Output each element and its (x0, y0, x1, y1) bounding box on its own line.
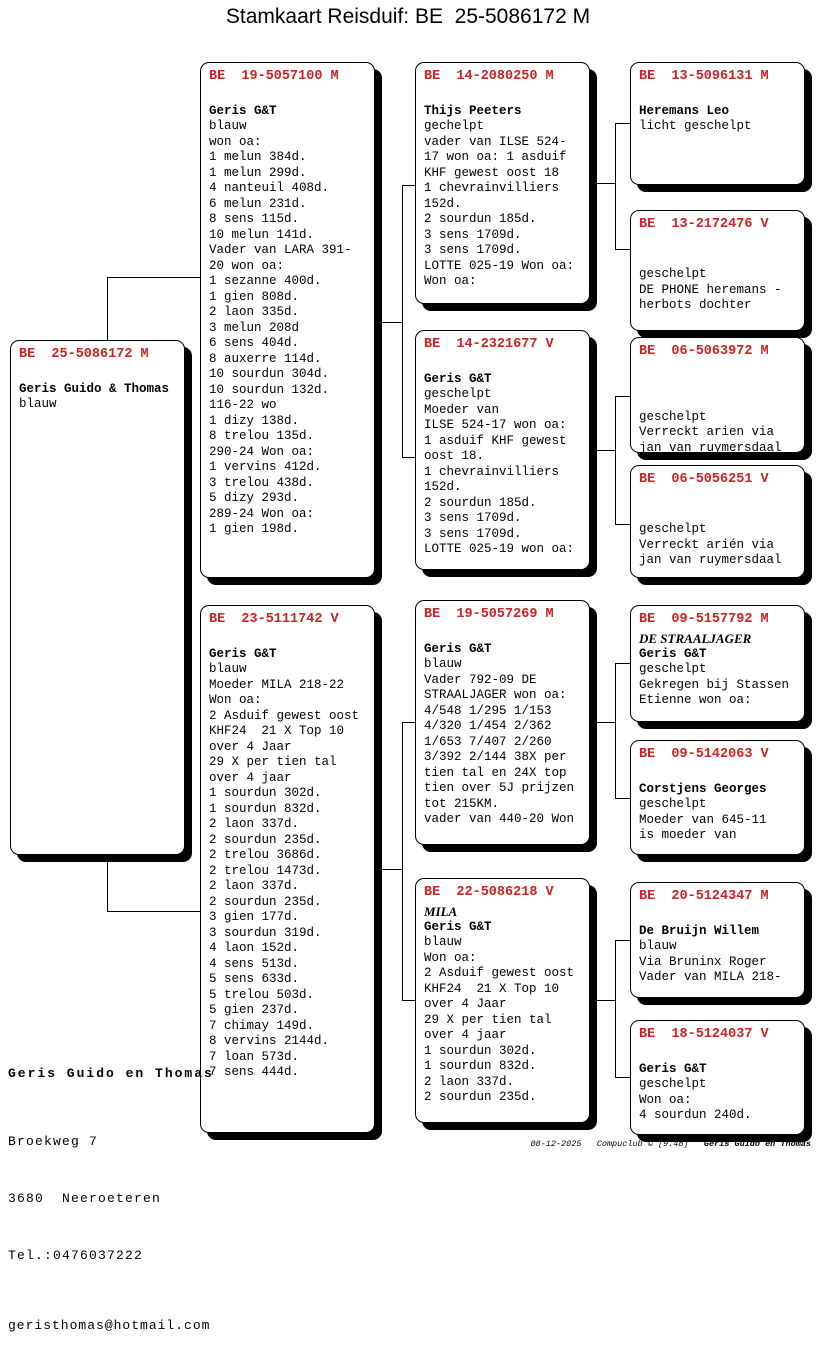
pedigree-box-mother (200, 605, 375, 1133)
pedigree-line: 2 sourdun 235d. (209, 832, 322, 847)
connector-line (591, 722, 615, 723)
pedigree-box-great-grandparent-8 (630, 1020, 805, 1135)
ring-number: BE 13-5096131 M (639, 69, 769, 84)
pedigree-line: 5 dizy 293d. (209, 491, 300, 505)
connector-line (402, 722, 415, 723)
pedigree-line: 29 X per tien tal (209, 755, 337, 769)
pedigree-line: 10 sourdun 304d. (209, 367, 330, 381)
pedigree-box-maternal-grandfather (415, 600, 590, 845)
pedigree-line: 3 sens 1709d. (424, 511, 522, 525)
connector-line (402, 457, 415, 458)
pedigree-line: 2 trelou 3686d. (209, 848, 322, 862)
pedigree-line: 1 vervins 412d. (209, 460, 322, 474)
pedigree-line: 4 laon 152d. (209, 941, 300, 955)
pedigree-line (639, 252, 801, 268)
pedigree-line (639, 88, 801, 104)
pedigree-line: 4/320 1/454 2/362 (424, 719, 552, 733)
pedigree-line: 1 sezanne 400d. (209, 274, 322, 288)
pedigree-line: 1 chevrainvilliers (424, 464, 560, 479)
pedigree-line: MILA (424, 904, 458, 919)
owner-email: geristhomas@hotmail.com (8, 1318, 211, 1333)
pedigree-line (424, 626, 586, 642)
pedigree-line: 116-22 wo (209, 398, 277, 412)
connector-line (615, 940, 630, 941)
box-lines (424, 904, 586, 1106)
pedigree-line: 2 sourdun 235d. (424, 1090, 537, 1104)
pedigree-line: Verreckt arien via (639, 425, 775, 439)
pedigree-line: herbots dochter (639, 298, 752, 312)
pedigree-line: 7 chimay 149d. (209, 1018, 315, 1033)
box-lines (639, 766, 801, 844)
pedigree-line: 1 asduif KHF gewest (424, 433, 567, 448)
pedigree-line: blauw (209, 119, 247, 133)
pedigree-line (639, 908, 801, 924)
ring-number: BE 19-5057100 M (209, 69, 339, 84)
pedigree-line: geschelpt (639, 522, 707, 536)
box-lines (639, 631, 801, 709)
pedigree-line: tien over 5J prijzen (424, 781, 575, 795)
pedigree-line: 1 sourdun 302d. (424, 1043, 537, 1058)
pedigree-line: Heremans Leo (639, 103, 730, 118)
footer-date-software: 08-12-2025 Compuclub © [9.48] (530, 1139, 704, 1149)
pedigree-line: 3 sens 1709d. (424, 227, 522, 242)
pedigree-box-great-grandparent-4 (630, 465, 805, 578)
box-lines (639, 236, 801, 314)
pedigree-line: 152d. (424, 480, 462, 494)
pedigree-line: 8 trelou 135d. (209, 429, 315, 443)
pedigree-line: Vader van LARA 391- (209, 243, 352, 257)
footer (530, 1139, 811, 1149)
connector-line (615, 1077, 630, 1078)
connector-line (615, 663, 630, 664)
pedigree-line (639, 507, 801, 523)
pedigree-line: Vader 792-09 DE (424, 672, 537, 687)
pedigree-line: 4 sens 513d. (209, 956, 300, 971)
pedigree-box-father (200, 62, 375, 578)
connector-line (615, 249, 630, 250)
box-lines (209, 88, 371, 538)
pedigree-line: 2 trelou 1473d. (209, 863, 322, 878)
pedigree-box-paternal-grandfather (415, 62, 590, 304)
connector-line (615, 663, 616, 799)
pedigree-line: Corstjens Georges (639, 781, 767, 796)
box-lines (424, 626, 586, 828)
pedigree-line: blauw (424, 935, 462, 949)
pedigree-line: Won oa: (424, 274, 477, 288)
pedigree-line (639, 379, 801, 395)
pedigree-box-great-grandparent-7 (630, 882, 805, 998)
pedigree-line: licht geschelpt (639, 119, 752, 133)
box-lines (639, 1046, 801, 1124)
pedigree-line: 2 laon 337d. (424, 1074, 515, 1089)
connector-line (615, 396, 630, 397)
pedigree-line: 2 laon 335d. (209, 305, 300, 319)
pedigree-line: won oa: (209, 134, 262, 149)
pedigree-line: 7 loan 573d. (209, 1049, 300, 1064)
pedigree-line: geschelpt (639, 1077, 707, 1091)
connector-line (107, 277, 108, 340)
pedigree-line: Geris G&T (639, 646, 707, 661)
connector-line (615, 396, 616, 525)
connector-line (376, 869, 402, 870)
pedigree-line: 1 melun 384d. (209, 150, 307, 164)
pedigree-line: geschelpt (424, 387, 492, 401)
pedigree-line: Geris G&T (209, 103, 277, 118)
connector-line (402, 185, 403, 458)
pedigree-line: over 4 jaar (209, 770, 292, 785)
pedigree-line: Vader van MILA 218- (639, 970, 782, 984)
pedigree-line: geschelpt (639, 662, 707, 676)
pedigree-line: blauw (424, 657, 462, 671)
pedigree-line: over 4 Jaar (209, 739, 292, 754)
connector-line (402, 1000, 415, 1001)
pedigree-line: 29 X per tien tal (424, 1012, 552, 1027)
connector-line (376, 322, 402, 323)
owner-name: Geris Guido en Thomas (8, 1066, 214, 1081)
pedigree-line: 289-24 Won oa: (209, 506, 315, 521)
pedigree-line: 3 sens 1709d. (424, 526, 522, 541)
pedigree-box-paternal-grandmother (415, 330, 590, 570)
pedigree-line: jan van ruymersdaal (639, 553, 782, 567)
pedigree-line: 3 sourdun 319d. (209, 925, 322, 940)
box-lines (424, 88, 586, 290)
pedigree-box-great-grandparent-6 (630, 740, 805, 855)
connector-line (615, 123, 630, 124)
ring-number: BE 25-5086172 M (19, 347, 149, 362)
pedigree-line: 1/653 7/407 2/260 (424, 734, 552, 749)
pedigree-line: 2 sourdun 185d. (424, 212, 537, 226)
pedigree-line (639, 236, 801, 252)
pedigree-line: 3/392 2/144 38X per (424, 750, 567, 764)
pedigree-line: blauw (639, 939, 677, 953)
pedigree-line: 8 vervins 2144d. (209, 1034, 330, 1048)
pedigree-line: 6 sens 404d. (209, 336, 300, 350)
pedigree-box-maternal-grandmother (415, 878, 590, 1123)
pedigree-line: 20 won oa: (209, 258, 285, 273)
connector-line (107, 911, 200, 912)
pedigree-line: blauw (19, 397, 57, 411)
pedigree-line: 5 gien 237d. (209, 1003, 300, 1017)
pedigree-line: LOTTE 025-19 Won oa: (424, 258, 575, 273)
pedigree-line: jan van ruymersdaal (639, 440, 782, 455)
pedigree-line (639, 491, 801, 507)
ring-number: BE 22-5086218 V (424, 885, 554, 900)
pedigree-line: Moeder van (424, 402, 500, 417)
pedigree-line: tien tal en 24X top (424, 765, 567, 780)
pedigree-line: LOTTE 025-19 won oa: (424, 542, 575, 556)
owner-city: 3680 Neeroeteren (8, 1191, 162, 1206)
pedigree-line: 2 laon 337d. (209, 817, 300, 831)
pedigree-line: Won oa: (209, 693, 262, 707)
pedigree-line: Geris G&T (424, 919, 492, 934)
footer-owner-name: Geris Guido en Thomas (703, 1139, 811, 1149)
box-lines (19, 366, 181, 413)
ring-number: BE 14-2321677 V (424, 337, 554, 352)
connector-line (107, 856, 108, 912)
pedigree-line: 4/548 1/295 1/153 (424, 703, 552, 718)
box-lines (639, 491, 801, 569)
pedigree-line: over 4 Jaar (424, 997, 507, 1011)
page-title: Stamkaart Reisduif: BE 25-5086172 M (225, 5, 591, 28)
pedigree-line (209, 631, 371, 647)
pedigree-line: 2 sourdun 235d. (209, 894, 322, 909)
pedigree-box-great-grandparent-3 (630, 337, 805, 453)
pedigree-box-subject (10, 340, 185, 855)
pedigree-line: 6 melun 231d. (209, 196, 307, 211)
connector-line (615, 123, 616, 250)
owner-street: Broekweg 7 (8, 1134, 99, 1149)
pedigree-line: 10 melun 141d. (209, 227, 315, 242)
pedigree-line: 8 sens 115d. (209, 212, 300, 226)
pedigree-line: 4 nanteuil 408d. (209, 181, 330, 195)
connector-line (402, 722, 403, 1001)
pedigree-line: Geris G&T (424, 371, 492, 386)
pedigree-line: 1 melun 299d. (209, 165, 307, 180)
pedigree-line: 7 sens 444d. (209, 1065, 300, 1079)
box-lines (639, 908, 801, 986)
box-lines (639, 363, 801, 456)
connector-line (107, 277, 200, 278)
box-lines (424, 356, 586, 558)
pedigree-line: gechelpt (424, 119, 485, 133)
owner-info (8, 1030, 214, 1351)
ring-number: BE 09-5157792 M (639, 612, 769, 627)
owner-phone: Tel.:0476037222 (8, 1248, 144, 1263)
ring-number: BE 09-5142063 V (639, 747, 769, 762)
connector-line (591, 183, 615, 184)
pedigree-line: is moeder van (639, 828, 737, 842)
ring-number: BE 06-5063972 M (639, 344, 769, 359)
ring-number: BE 19-5057269 M (424, 607, 554, 622)
pedigree-line: Won oa: (639, 1092, 692, 1107)
pedigree-line: DE STRAALJAGER (639, 631, 752, 646)
pedigree-box-great-grandparent-2 (630, 210, 805, 331)
box-lines (639, 88, 801, 135)
pedigree-line: oost 18. (424, 449, 485, 463)
pedigree-line: Verreckt arién via (639, 537, 775, 552)
pedigree-line: 3 gien 177d. (209, 910, 300, 924)
pedigree-line: Via Bruninx Roger (639, 954, 767, 969)
pedigree-line: 3 sens 1709d. (424, 243, 522, 257)
pedigree-line: 3 melun 208d (209, 320, 300, 335)
pedigree-line: vader van 440-20 Won (424, 812, 575, 826)
pedigree-line: Thijs Peeters (424, 103, 522, 118)
pedigree-line: 17 won oa: 1 asduif (424, 150, 567, 164)
pedigree-line (639, 394, 801, 410)
pedigree-line: 2 laon 337d. (209, 879, 300, 893)
connector-line (591, 1000, 615, 1001)
pedigree-line: 10 sourdun 132d. (209, 382, 330, 397)
pedigree-line: Gekregen bij Stassen (639, 677, 790, 692)
pedigree-line: 152d. (424, 196, 462, 211)
pedigree-line: Geris G&T (424, 641, 492, 656)
ring-number: BE 18-5124037 V (639, 1027, 769, 1042)
connector-line (591, 450, 615, 451)
pedigree-line: 3 trelou 438d. (209, 475, 315, 490)
ring-number: BE 14-2080250 M (424, 69, 554, 84)
pedigree-line (424, 356, 586, 372)
pedigree-line: 1 dizy 138d. (209, 413, 300, 428)
pedigree-line: Geris Guido & Thomas (19, 381, 170, 396)
pedigree-line: blauw (209, 662, 247, 676)
pedigree-line (639, 1046, 801, 1062)
pedigree-line: KHF24 21 X Top 10 (209, 724, 345, 738)
pedigree-line: 8 auxerre 114d. (209, 351, 322, 366)
pedigree-line (639, 766, 801, 782)
box-lines (209, 631, 371, 1081)
pedigree-line: 2 sourdun 185d. (424, 495, 537, 510)
connector-line (615, 524, 630, 525)
pedigree-line: De Bruijn Willem (639, 923, 760, 938)
pedigree-box-great-grandparent-1 (630, 62, 805, 185)
pedigree-line: Moeder van 645-11 (639, 812, 767, 827)
pedigree-line: DE PHONE heremans - (639, 282, 782, 297)
pedigree-line: Geris G&T (639, 1061, 707, 1076)
pedigree-line: vader van ILSE 524- (424, 134, 567, 149)
pedigree-line: 5 sens 633d. (209, 972, 300, 986)
pedigree-line: 4 sourdun 240d. (639, 1108, 752, 1122)
pedigree-box-great-grandparent-5 (630, 605, 805, 722)
pedigree-line: STRAALJAGER won oa: (424, 688, 567, 702)
pedigree-line (639, 363, 801, 379)
pedigree-line: geschelpt (639, 409, 707, 424)
pedigree-line (424, 88, 586, 104)
pedigree-line: 1 sourdun 832d. (424, 1059, 537, 1073)
connector-line (402, 185, 415, 186)
pedigree-line: geschelpt (639, 267, 707, 281)
pedigree-line: Moeder MILA 218-22 (209, 677, 345, 692)
pedigree-line: tot 215KM. (424, 796, 500, 811)
connector-line (615, 940, 616, 1078)
ring-number: BE 13-2172476 V (639, 217, 769, 232)
pedigree-line: 1 chevrainvilliers (424, 181, 560, 195)
pedigree-line: 1 sourdun 302d. (209, 786, 322, 800)
pedigree-line: 1 gien 808d. (209, 289, 300, 304)
pedigree-line: 2 Asduif gewest oost (209, 708, 360, 723)
pedigree-line: 290-24 Won oa: (209, 444, 315, 459)
connector-line (615, 798, 630, 799)
ring-number: BE 06-5056251 V (639, 472, 769, 487)
ring-number: BE 23-5111742 V (209, 612, 339, 627)
pedigree-line: 1 gien 198d. (209, 522, 300, 536)
pedigree-line: ILSE 524-17 won oa: (424, 418, 567, 432)
pedigree-line (209, 88, 371, 104)
ring-number: BE 20-5124347 M (639, 889, 769, 904)
pedigree-line: KHF gewest oost 18 (424, 165, 560, 180)
pedigree-line: Etienne won oa: (639, 693, 752, 707)
pedigree-line: KHF24 21 X Top 10 (424, 981, 560, 996)
pedigree-line: 2 Asduif gewest oost (424, 966, 575, 980)
pedigree-line: Geris G&T (209, 646, 277, 661)
pedigree-line (19, 366, 181, 382)
pedigree-line: 1 sourdun 832d. (209, 801, 322, 816)
pedigree-line: 5 trelou 503d. (209, 987, 315, 1002)
pedigree-line: over 4 jaar (424, 1028, 507, 1042)
pedigree-line: Won oa: (424, 950, 477, 965)
pedigree-line: geschelpt (639, 797, 707, 811)
